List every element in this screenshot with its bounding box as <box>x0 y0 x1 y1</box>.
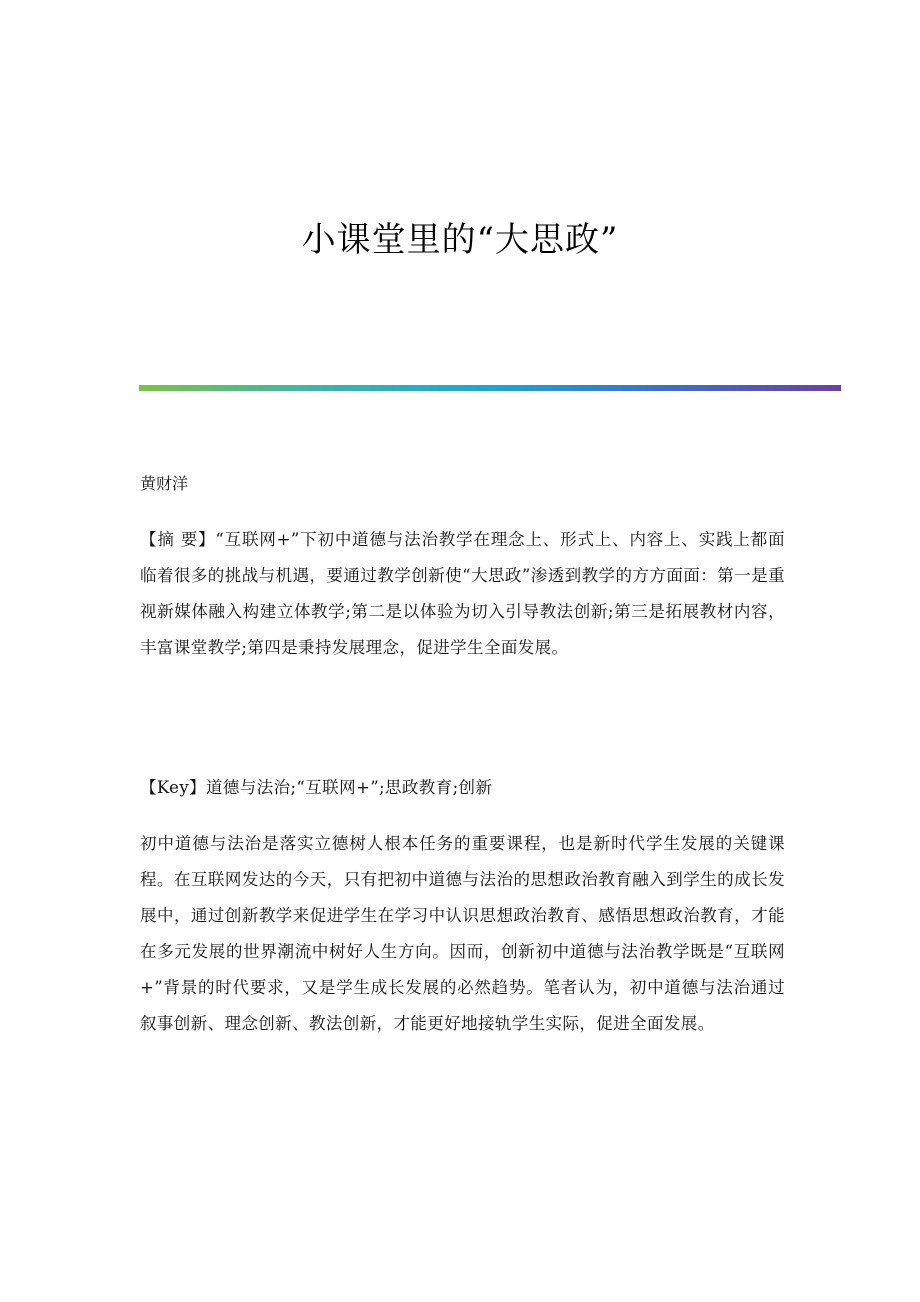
body-paragraph: 初中道德与法治是落实立德树人根本任务的重要课程，也是新时代学生发展的关键课程。在互联网发达的今天，只有把初中道德与法治的思想政治教育融入到学生的成长发展中，通过创新教学来促进学生在学习中认识思想政治教育、感悟思想政治教育，才能在多元发展的世界潮流中树好人生方向。因而，创新初中道德与法治教学既是“互联网+”背景的时代要求，又是学生成长发展的必然趋势。笔者认为，初中道德与法治通过叙事创新、理念创新、教法创新，才能更好地接轨学生实际，促进全面发展。 <box>140 834 785 1033</box>
author-name: 黄财洋 <box>140 474 189 493</box>
keywords-line: 【Key】道德与法治;“互联网+”;思政教育;创新 <box>140 778 493 797</box>
document-title: 小课堂里的“大思政” <box>301 220 619 260</box>
abstract-paragraph: 【摘 要】“互联网+”下初中道德与法治教学在理念上、形式上、内容上、实践上都面临着很多的挑战与机遇，要通过教学创新使“大思政”渗透到教学的方方面面：第一是重视新媒体融入构建立体教学;第二是以体验为切入引导教法创新;第三是拓展教材内容，丰富课堂教学;第四是秉持发展理念，促进学生全面发展。 <box>140 530 785 657</box>
title-divider <box>139 385 841 391</box>
